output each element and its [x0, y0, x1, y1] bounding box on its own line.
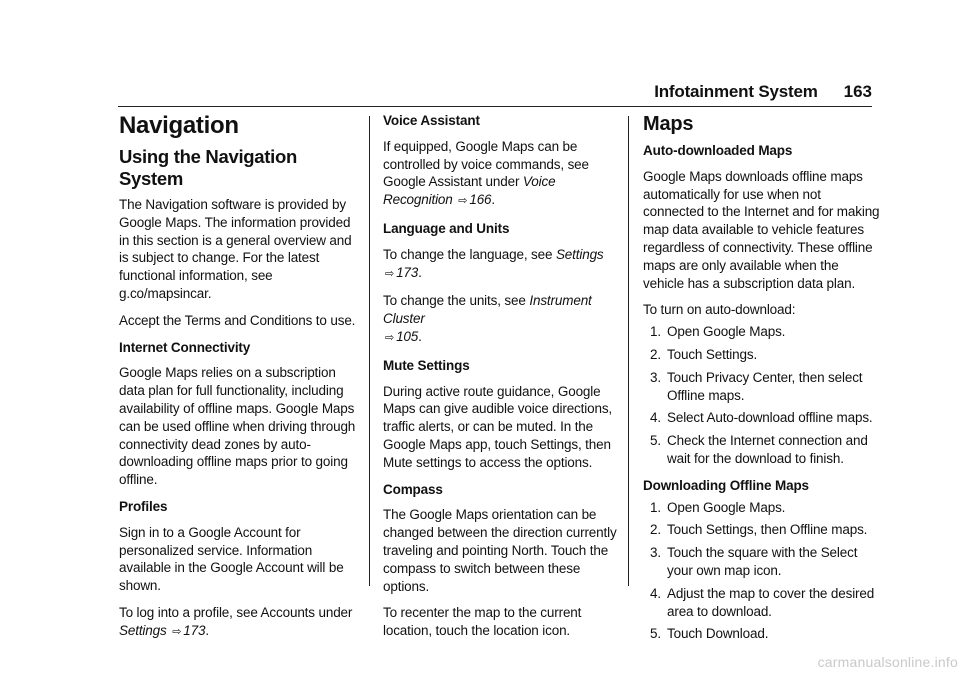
- using-navigation-subtitle: Using the Navigation System: [119, 146, 297, 189]
- voice-assistant-heading: Voice Assistant: [383, 113, 480, 128]
- units-paragraph: [383, 292, 619, 347]
- step-number: 2.: [650, 522, 661, 538]
- language-paragraph: [383, 246, 619, 284]
- list-item: [643, 625, 881, 643]
- language-units-heading: Language and Units: [383, 220, 510, 236]
- page-reference-number[interactable]: 173: [183, 622, 206, 638]
- voice-assistant-paragraph: [383, 138, 619, 211]
- sentence-end: .: [418, 264, 422, 280]
- sentence-end: .: [205, 622, 209, 638]
- auto-download-steps: [643, 323, 881, 468]
- column-divider-1: [369, 116, 370, 586]
- voice-text: If equipped, Google Maps can be controlled by voice commands, see Google Assistant under: [383, 138, 589, 190]
- login-text: To log into a profile, see Accounts under: [119, 604, 353, 620]
- list-item: [643, 521, 881, 539]
- list-item: [643, 346, 881, 364]
- step-number: 4.: [650, 410, 661, 426]
- step-number: 1.: [650, 499, 661, 515]
- instrument-cluster-reference-link[interactable]: Instrument Cluster: [383, 293, 592, 327]
- step-text: Touch Privacy Center, then select Offline maps.: [667, 369, 863, 403]
- sentence-end: .: [491, 192, 496, 208]
- internet-connectivity-heading: Internet Connectivity: [119, 339, 251, 355]
- page-reference-arrow-icon: ⇨: [458, 195, 468, 208]
- download-offline-steps: [643, 499, 881, 644]
- profiles-heading: Profiles: [119, 498, 168, 514]
- step-text: Touch Settings, then Offline maps.: [667, 522, 868, 538]
- step-number: 1.: [650, 324, 661, 340]
- mute-settings-heading: Mute Settings: [383, 357, 470, 373]
- page-number: 163: [843, 82, 872, 101]
- intro-paragraph: The Navigation software is provided by Google Maps. The information provided in this section is a general overview and is subject to change. For the latest functional information, see g.co/mapsincar.: [119, 197, 352, 301]
- step-number: 3.: [650, 545, 661, 561]
- page-reference-number[interactable]: 166: [469, 192, 492, 208]
- page-reference-number[interactable]: 173: [396, 264, 419, 280]
- step-text: Open Google Maps.: [667, 324, 786, 340]
- step-number: 3.: [650, 369, 661, 385]
- list-item: [643, 369, 881, 405]
- login-paragraph: [119, 604, 359, 642]
- downloading-offline-maps-heading: Downloading Offline Maps: [643, 477, 809, 493]
- step-text: Touch Settings.: [667, 346, 758, 362]
- step-number: 4.: [650, 585, 661, 601]
- step-text: Select Auto-download offline maps.: [667, 410, 873, 426]
- page-reference-number[interactable]: 105: [396, 328, 419, 344]
- language-text: To change the language, see: [383, 246, 553, 262]
- step-text: Touch the square with the Select your own map icon.: [667, 545, 858, 578]
- step-text: Adjust the map to cover the desired area to download.: [667, 585, 875, 619]
- step-number: 5.: [650, 626, 661, 642]
- watermark: carmanualsonline.info: [817, 654, 958, 670]
- running-header: [654, 82, 872, 102]
- units-text: To change the units, see: [383, 293, 526, 309]
- mute-settings-paragraph: During active route guidance, Google Maps can give audible voice directions, traffic alerts, or can be muted. In the Google Maps app, touch Settings, then Mute settings to access the options.: [383, 383, 613, 470]
- page-reference-arrow-icon: ⇨: [385, 331, 395, 344]
- header-section-title: Infotainment System: [654, 82, 818, 101]
- step-number: 5.: [650, 433, 661, 449]
- column-divider-2: [628, 116, 629, 586]
- auto-downloaded-maps-heading: Auto-downloaded Maps: [643, 143, 793, 158]
- step-number: 2.: [650, 346, 661, 362]
- page-reference-arrow-icon: ⇨: [172, 625, 182, 638]
- list-item: [643, 409, 881, 427]
- voice-recognition-reference-link[interactable]: Voice Recognition: [383, 174, 556, 208]
- list-item: [643, 432, 881, 468]
- column-1: [119, 112, 359, 651]
- list-item: [643, 499, 881, 517]
- settings-reference-link[interactable]: Settings: [555, 246, 604, 262]
- column-2: [383, 112, 619, 649]
- internet-connectivity-paragraph: Google Maps relies on a subscription data plan for full functionality, including availability of offline maps. Google Maps can be used offline when driving through connectivity dead zones by auto-downloading offline maps prior to going offline.: [119, 365, 356, 488]
- profiles-paragraph: Sign in to a Google Account for personalized service. Information available in the Google Account will be shown.: [119, 524, 344, 594]
- accept-terms-paragraph: Accept the Terms and Conditions to use.: [119, 312, 356, 328]
- step-text: Check the Internet connection and wait for the download to finish.: [667, 433, 868, 466]
- column-3: [643, 112, 881, 652]
- list-item: [643, 544, 881, 580]
- turn-on-auto-download-text: To turn on auto-download:: [643, 302, 796, 318]
- auto-downloaded-paragraph: Google Maps downloads offline maps automatically for use when not connected to the Internet and for making map data available to vehicle features regardless of connectivity. These offline maps are only available when the vehicle has a subscription data plan.: [643, 168, 880, 291]
- step-text: Touch Download.: [667, 626, 769, 642]
- header-rule: [118, 106, 872, 107]
- sentence-end: .: [418, 328, 422, 344]
- recenter-paragraph: To recenter the map to the current location, touch the location icon.: [383, 605, 582, 639]
- page-reference-arrow-icon: ⇨: [385, 267, 395, 280]
- navigation-title: Navigation: [119, 112, 239, 139]
- maps-title: Maps: [643, 113, 694, 135]
- list-item: [643, 323, 881, 341]
- list-item: [643, 585, 881, 621]
- compass-paragraph: The Google Maps orientation can be changed between the direction currently traveling and pointing North. Touch the compass to switch between these options.: [383, 507, 617, 594]
- step-text: Open Google Maps.: [667, 499, 786, 515]
- settings-reference-link[interactable]: Settings: [119, 622, 167, 638]
- compass-heading: Compass: [383, 481, 443, 497]
